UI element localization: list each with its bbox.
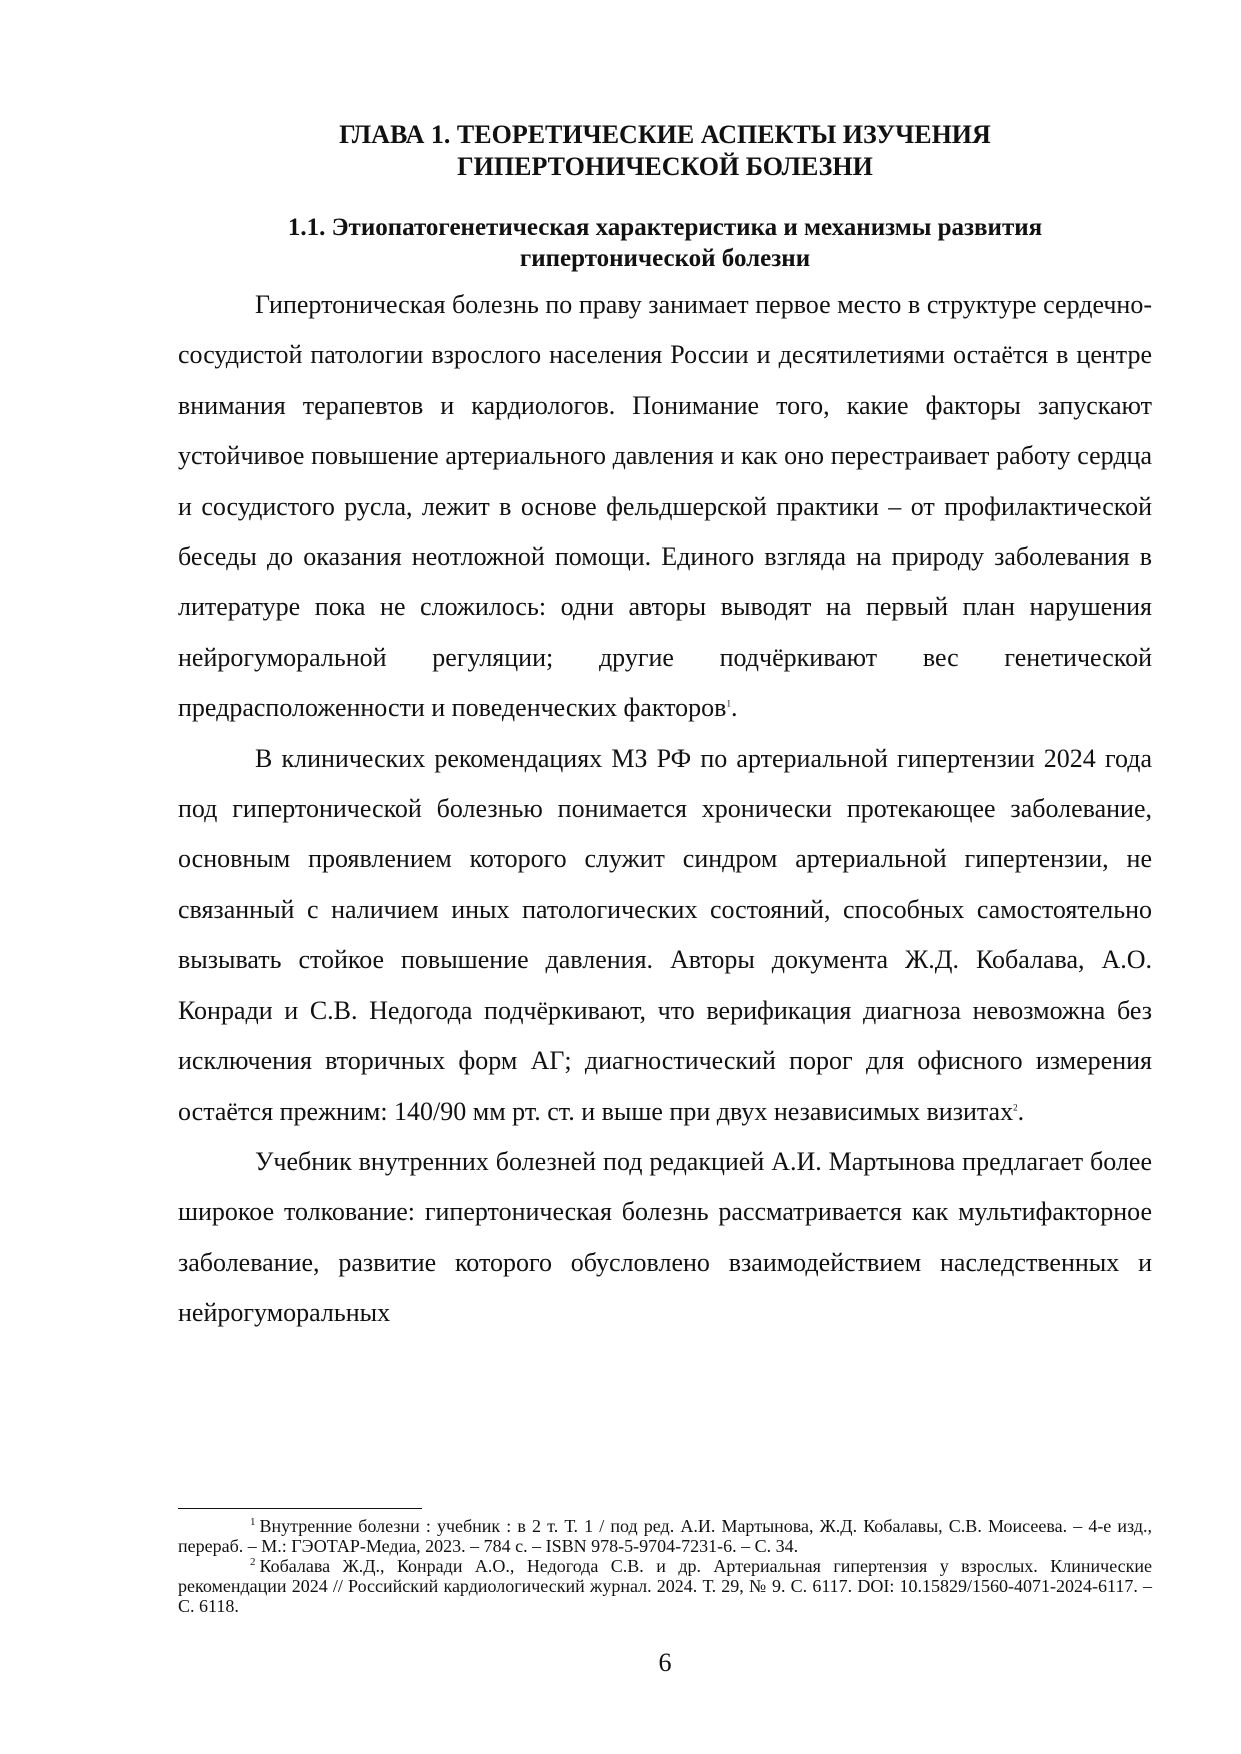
footnote-2-text: Кобалава Ж.Д., Конради А.О., Недогода С.В. и др. Артериальная гипертензия у взрослых. Клинические рекомендации 2024 // Российский кардиологический журнал. 2024. Т. 29, № 9. С. 6117. DOI: 10.15829/1560-4071-2024-6117. – С. 6118.: [178, 1556, 1152, 1616]
footnote-ref-2: 2: [1013, 1101, 1018, 1112]
footnotes: [178, 1516, 1152, 1616]
paragraph-1-tail: .: [730, 693, 738, 723]
paragraph-3: [178, 1137, 1152, 1339]
footnote-1-text: Внутренние болезни : учебник : в 2 т. Т. 1 / под ред. А.И. Мартынова, Ж.Д. Кобалавы, С.В. Моисеева. – 4-е изд., перераб. – М.: ГЭОТАР-Медиа, 2023. – 784 с. – ISBN 978-5-9704-7231-6. – С. 34.: [178, 1516, 1152, 1556]
chapter-title: [178, 119, 1152, 183]
section-title: [178, 212, 1152, 274]
chapter-title-line-2: ГИПЕРТОНИЧЕСКОЙ БОЛЕЗНИ: [457, 152, 873, 181]
footnote-2-number: 2: [250, 1556, 256, 1568]
paragraph-1-text: Гипертоническая болезнь по праву занимает первое место в структуре сердечно-сосудистой патологии взрослого населения России и десятилетиями остаётся в центре внимания терапевтов и кардиологов. Понимание того, какие факторы запускают устойчивое повышение артериального давления и как оно перестраивает работу сердца и сосудистого русла, лежит в основе фельдшерской практики – от профилактической беседы до оказания неотложной помощи. Единого взгляда на природу заболевания в литературе пока не сложилось: одни авторы выводят на первый план нарушения нейрогуморальной регуляции; другие подчёркивают вес генетической предрасположенности и поведенческих факторов: [178, 290, 1152, 723]
page-number: 6: [658, 1648, 672, 1677]
paragraph-2-tail: .: [1017, 1096, 1025, 1126]
paragraph-1: [178, 280, 1152, 734]
section-title-line-2: гипертонической болезни: [519, 245, 811, 272]
paragraph-3-text: Учебник внутренних болезней под редакцией А.И. Мартынова предлагает более широкое толкование: гипертоническая болезнь рассматривается как мультифакторное заболевание, развитие которого обусловлено взаимодействием наследственных и нейрогуморальных: [178, 1146, 1152, 1328]
footnote-1: [178, 1516, 1152, 1556]
paragraph-2: [178, 734, 1152, 1137]
paragraph-2-text: В клинических рекомендациях МЗ РФ по артериальной гипертензии 2024 года под гипертонической болезнью понимается хронически протекающее заболевание, основным проявлением которого служит синдром артериальной гипертензии, не связанный с наличием иных патологических состояний, способных самостоятельно вызывать стойкое повышение давления. Авторы документа Ж.Д. Кобалава, А.О. Конради и С.В. Недогода подчёркивают, что верификация диагноза невозможна без исключения вторичных форм АГ; диагностический порог для офисного измерения остаётся прежним: 140/90 мм рт. ст. и выше при двух независимых визитах: [178, 743, 1152, 1126]
footnote-separator: [178, 1508, 422, 1509]
section-title-line-1: 1.1. Этиопатогенетическая характеристика и механизмы развития: [287, 214, 1043, 241]
footnote-1-number: 1: [250, 1516, 256, 1528]
body-text: [178, 280, 1152, 1339]
chapter-title-line-1: ГЛАВА 1. ТЕОРЕТИЧЕСКИЕ АСПЕКТЫ ИЗУЧЕНИЯ: [339, 120, 991, 149]
footnote-ref-1: 1: [726, 698, 731, 709]
footnote-2: [178, 1556, 1152, 1616]
